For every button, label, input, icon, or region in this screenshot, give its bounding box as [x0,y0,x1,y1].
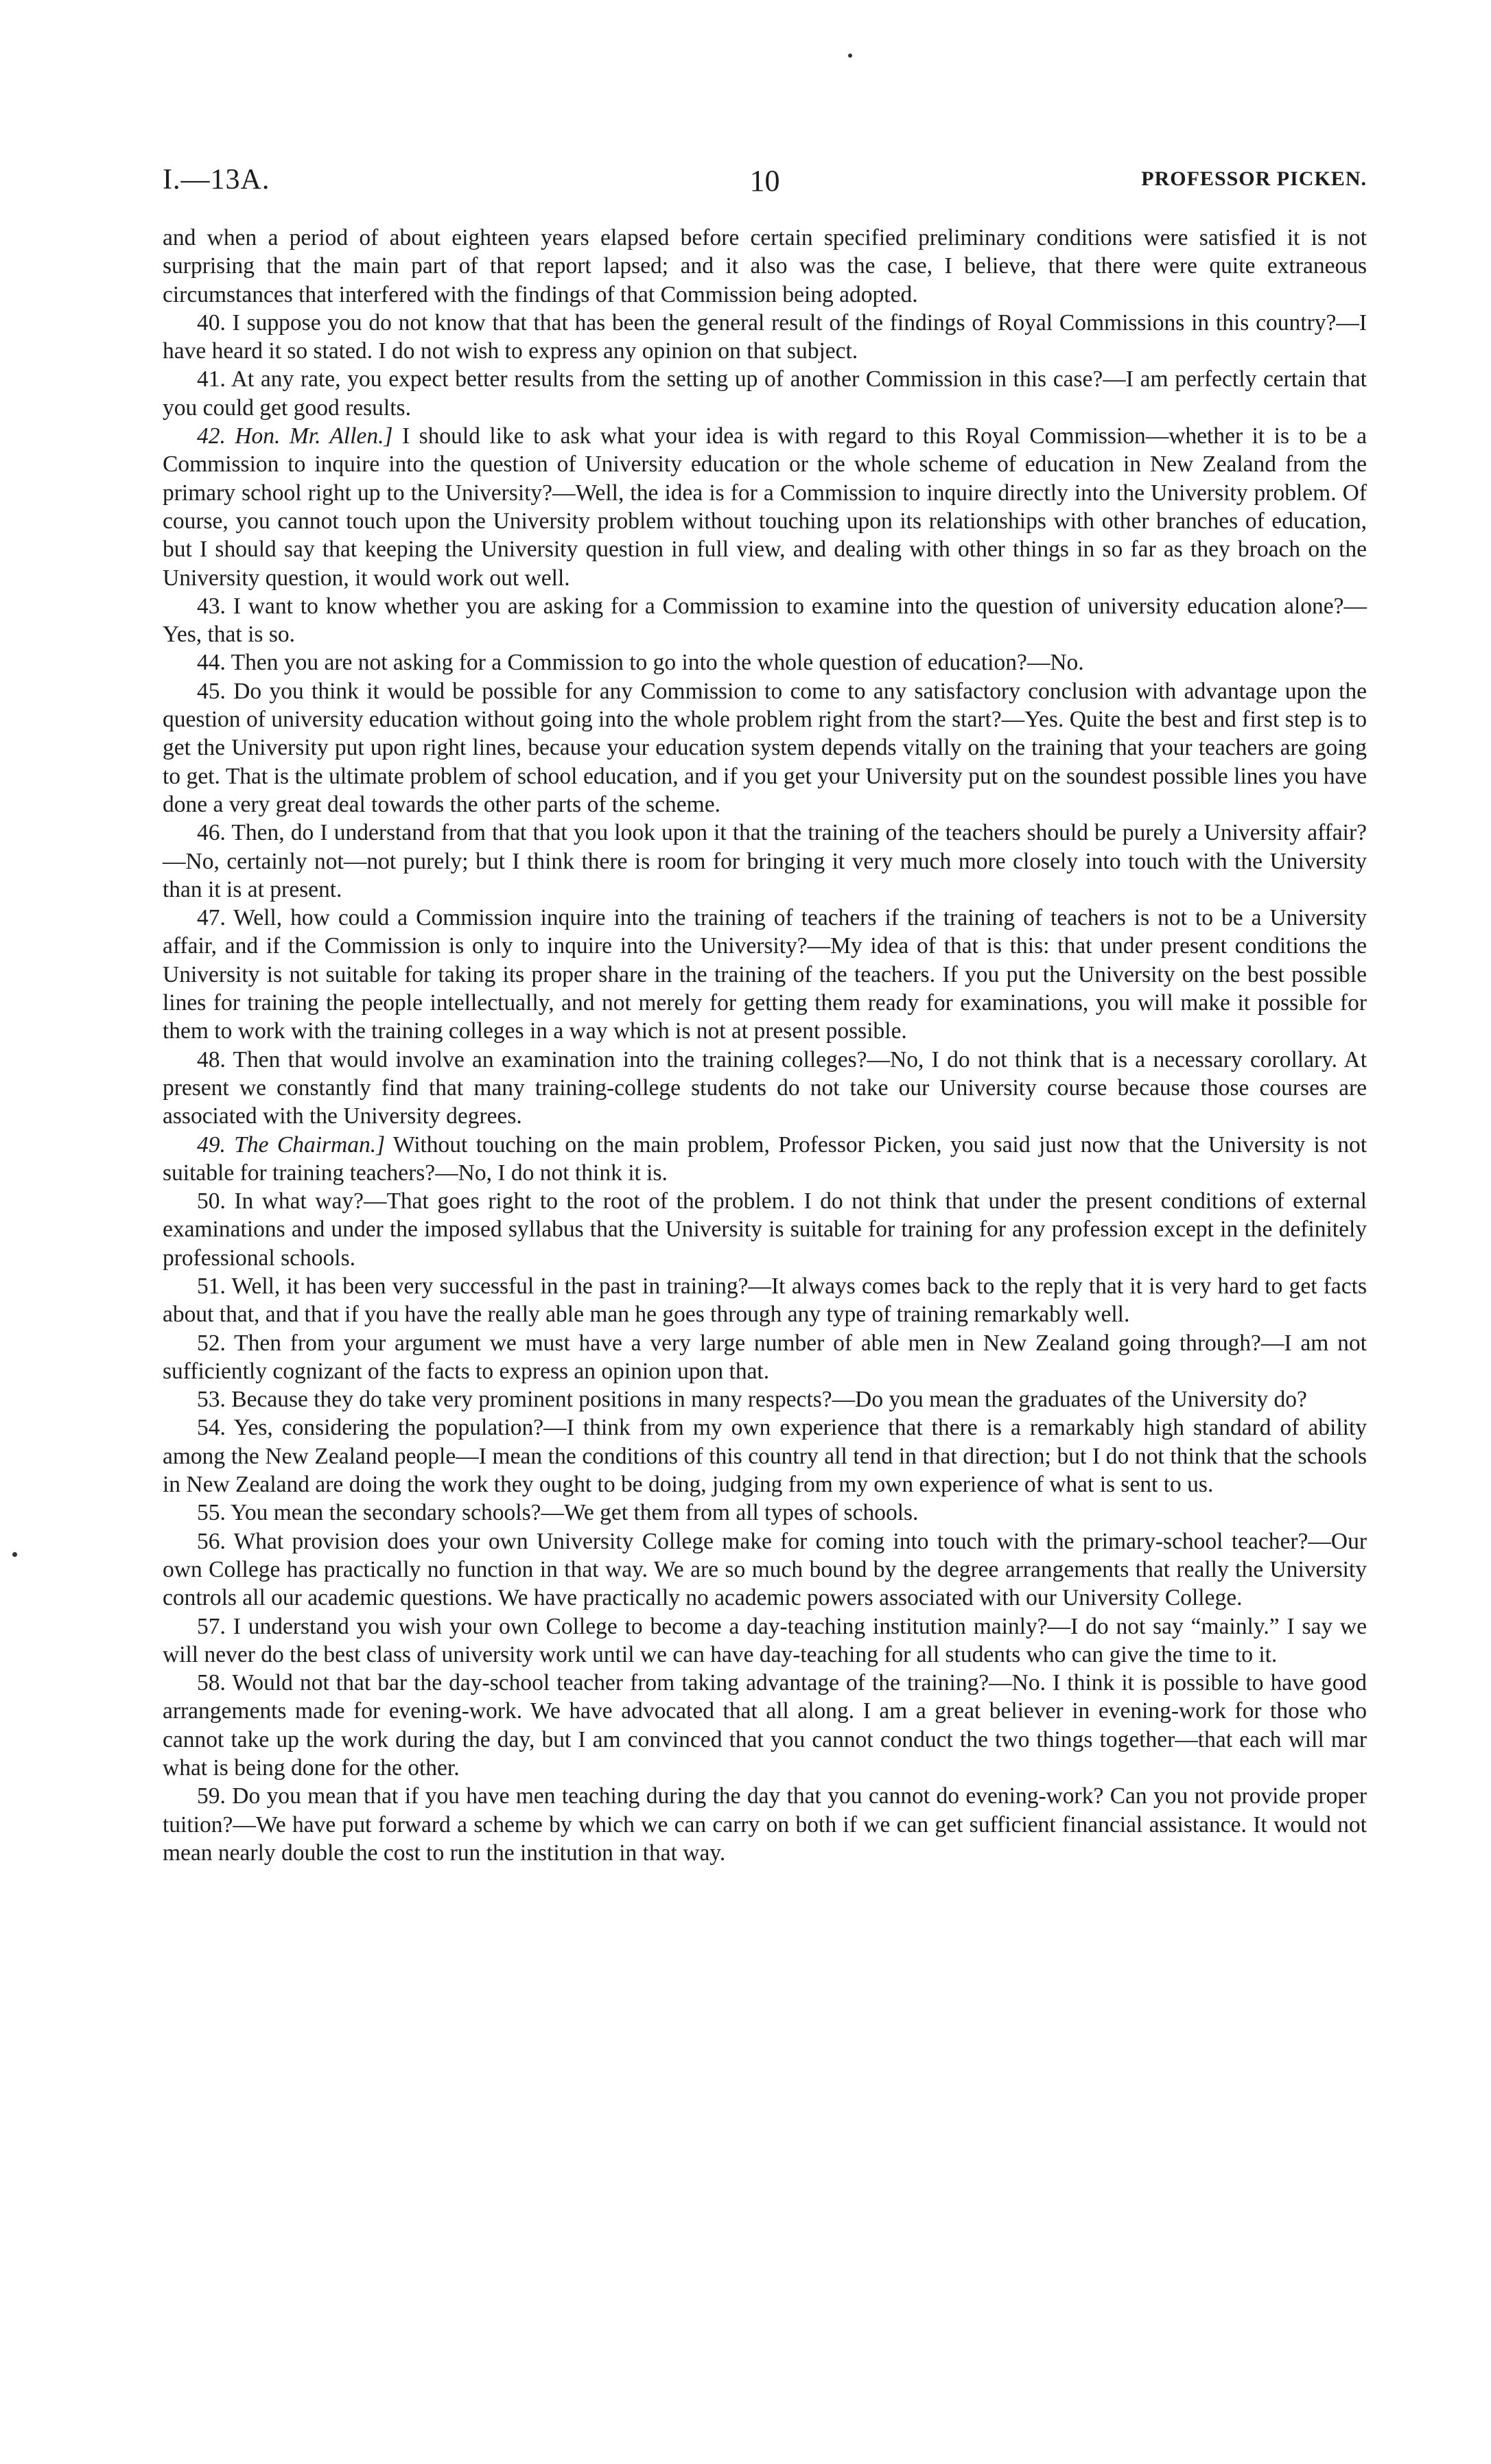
question-answer-paragraph [163,904,1367,1045]
speaker-attribution: 42. Hon. Mr. Allen.] [197,423,393,449]
document-page [163,0,1367,2464]
continued-paragraph [163,224,1367,309]
evidence-body [163,224,1367,1867]
paragraph-text: 57. I understand you wish your own College to become a day-teaching institution mainly?—I do not say “mainly.” I say we will never do the best class of university work until we can have day-teaching for all students who can give the time to it. [163,1613,1367,1667]
question-answer-paragraph [163,1385,1367,1413]
running-header [163,163,1367,204]
paragraph-text: 46. Then, do I understand from that that you look upon it that the training of the teachers should be purely a University affair?—No, certainly not—not purely; but I think there is room for bringing it very much more closely into touch with the University than it is at present. [163,820,1367,902]
paragraph-text: 56. What provision does your own University College make for coming into touch with the primary-school teacher?—Our own College has practically no function in that way. We are so much bound by the degree arrangements that really the University controls all our academic questions. We have practically no academic powers associated with our University College. [163,1528,1367,1611]
scan-speck [12,1552,17,1557]
question-answer-paragraph [163,677,1367,819]
question-answer-paragraph [163,1669,1367,1782]
question-answer-paragraph [163,1782,1367,1867]
paragraph-text: 40. I suppose you do not know that that has been the general result of the findings of Royal Commissions in this country?—I have heard it so stated. I do not wish to express any opinion on that subject. [163,309,1367,364]
question-answer-paragraph [163,819,1367,904]
question-answer-paragraph [163,1499,1367,1527]
question-answer-paragraph [163,648,1367,677]
question-answer-paragraph [163,1527,1367,1612]
question-answer-paragraph [163,1329,1367,1386]
question-answer-paragraph [163,1187,1367,1272]
paragraph-text: 52. Then from your argument we must have a very large number of able men in New Zealand going through?—I am not sufficiently cognizant of the facts to express an opinion upon that. [163,1330,1367,1384]
paragraph-text: 50. In what way?—That goes right to the root of the problem. I do not think that under the present conditions of external examinations and under the imposed syllabus that the University is suitable for training for any profession except in the definitely professional schools. [163,1188,1367,1271]
paragraph-text: 55. You mean the secondary schools?—We get them from all types of schools. [197,1500,919,1526]
paragraph-text: 43. I want to know whether you are asking for a Commission to examine into the question of university education alone?—Yes, that is so. [163,593,1367,648]
question-answer-paragraph [163,1131,1367,1188]
question-answer-paragraph [163,365,1367,422]
paragraph-text: Without touching on the main problem, Professor Picken, you said just now that the University is not suitable for training teachers?—No, I do not think it is. [163,1131,1367,1186]
paragraph-text: 41. At any rate, you expect better results from the setting up of another Commission in this case?—I am perfectly certain that you could get good results. [163,366,1367,421]
paragraph-text: 51. Well, it has been very successful in the past in training?—It always comes back to the reply that it is very hard to get facts about that, and that if you have the really able man he goes through any type of training remarkably well. [163,1273,1367,1328]
paragraph-text: 53. Because they do take very prominent positions in many respects?—Do you mean the graduates of the University do? [197,1387,1307,1413]
paper-reference: I.—13A. [163,164,270,196]
question-answer-paragraph [163,1413,1367,1499]
paragraph-text: I should like to ask what your idea is with regard to this Royal Commission—whether it is to be a Commission to inquire into the question of University education or the whole scheme of education in New Zealand from the primary school right up to the University?—Well, the idea is for a Commission to inquire directly into the University problem. Of course, you cannot touch upon the University problem without touching upon its relationships with other branches of education, but I should say that keeping the University question in full view, and dealing with other things in so far as they broach on the University question, it would work out well. [163,423,1367,591]
paragraph-text: 48. Then that would involve an examination into the training colleges?—No, I do not think that is a necessary corollary. At present we constantly find that many training-college students do not take our University course because those courses are associated with the University degrees. [163,1046,1367,1129]
witness-name: PROFESSOR PICKEN. [1141,167,1367,190]
question-answer-paragraph [163,309,1367,366]
question-answer-paragraph [163,1612,1367,1669]
page-number: 10 [749,164,780,198]
paragraph-text: 58. Would not that bar the day-school teacher from taking advantage of the training?—No. I think it is possible to have good arrangements made for evening-work. We have advocated that all along. I am a great believer in evening-work for those who cannot take up the work during the day, but I am convinced that you cannot conduct the two things together—that each will mar what is being done for the other. [163,1670,1367,1781]
paragraph-text: 45. Do you think it would be possible for any Commission to come to any satisfactory conclusion with advantage upon the question of university education without going into the whole problem right from the start?—Yes. Quite the best and first step is to get the University put upon right lines, because your education system depends vitally on the training that your teachers are going to get. That is the ultimate problem of school education, and if you get your University put on the soundest possible lines you have done a very great deal towards the other parts of the scheme. [163,678,1367,817]
question-answer-paragraph [163,592,1367,649]
paragraph-text: 59. Do you mean that if you have men teaching during the day that you cannot do evening-work? Can you not provide proper tuition?—We have put forward a scheme by which we can carry on both if we can get sufficient financial assistance. It would not mean nearly double the cost to run the institution in that way. [163,1783,1367,1866]
paragraph-text: 44. Then you are not asking for a Commission to go into the whole question of education?—No. [197,650,1084,676]
question-answer-paragraph [163,1046,1367,1131]
paragraph-text: and when a period of about eighteen years elapsed before certain specified preliminary conditions were satisfied it is not surprising that the main part of that report lapsed; and it also was the case, I believe, that there were quite extraneous circumstances that interfered with the findings of that Commission being adopted. [163,225,1367,307]
question-answer-paragraph [163,422,1367,592]
paragraph-text: 54. Yes, considering the population?—I think from my own experience that there is a remarkably high standard of ability among the New Zealand people—I mean the conditions of this country all tend in that direction; but I do not think that the schools in New Zealand are doing the work they ought to be doing, judging from my own experience of what is sent to us. [163,1415,1367,1498]
speaker-attribution: 49. The Chairman.] [197,1131,386,1158]
question-answer-paragraph [163,1272,1367,1329]
paragraph-text: 47. Well, how could a Commission inquire into the training of teachers if the training of teachers is not to be a University affair, and if the Commission is only to inquire into the University?—My idea of that is this: that under present conditions the University is not suitable for taking its proper share in the training of the teachers. If you put the University on the best possible lines for training the people intellectually, and not merely for getting them ready for examinations, you will make it possible for them to work with the training colleges in a way which is not at present possible. [163,905,1367,1044]
